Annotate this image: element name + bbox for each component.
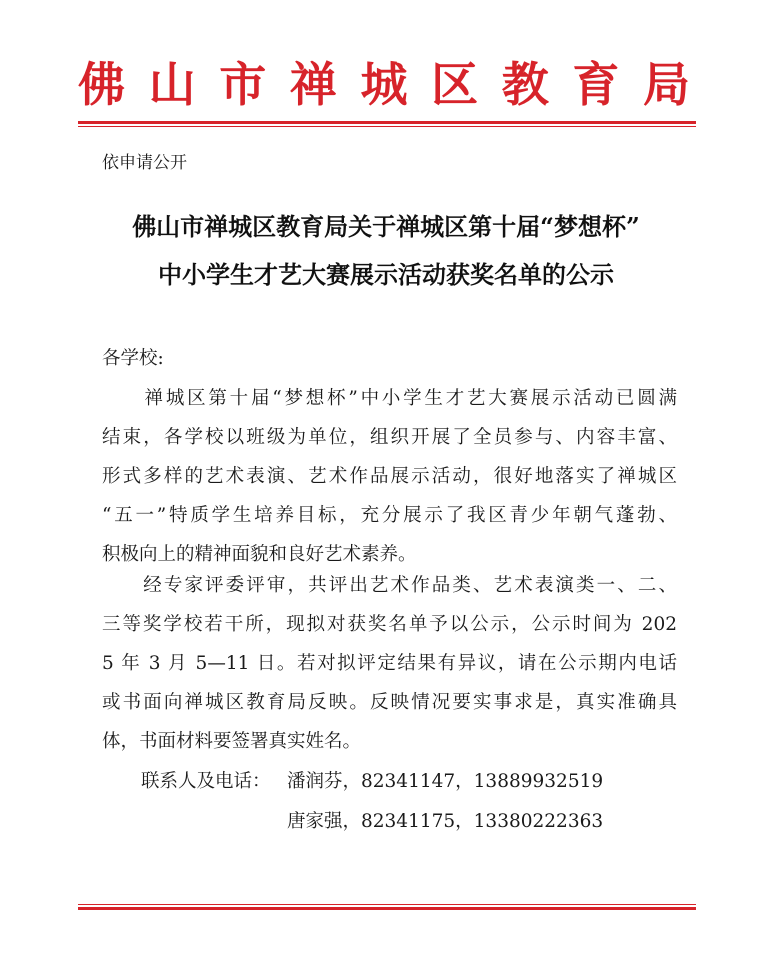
contact-person-2: 唐家强，82341175，13380222363 xyxy=(287,811,604,832)
letterhead-char: 局 xyxy=(643,57,690,113)
paragraph-line: “五一”特质学生培养目标，充分展示了我区青少年朝气蓬勃、 xyxy=(102,505,677,526)
document-title-line-1: 佛山市禅城区教育局关于禅城区第十届“梦想杯” xyxy=(132,212,640,241)
document-title-line-2: 中小学生才艺大赛展示活动获奖名单的公示 xyxy=(158,260,614,289)
paragraph-line: 或书面向禅城区教育局反映。反映情况要实事求是，真实准确具 xyxy=(102,692,677,713)
paragraph-line: 5 年 3 月 5—11 日。若对拟评定结果有异议，请在公示期内电话 xyxy=(102,653,677,674)
letterhead-char: 教 xyxy=(501,57,549,113)
paragraph-line: 积极向上的精神面貌和良好艺术素养。 xyxy=(102,544,417,565)
footer-rule-thick xyxy=(78,907,696,910)
letterhead-char: 育 xyxy=(572,57,620,113)
letterhead-rule-thick xyxy=(78,121,696,124)
contact-person-1: 潘润芬，82341147，13889932519 xyxy=(287,771,604,792)
letterhead-char: 山 xyxy=(148,57,196,113)
letterhead-char: 城 xyxy=(360,57,408,113)
paragraph-line: 体，书面材料要签署真实姓名。 xyxy=(102,731,362,752)
paragraph-line: 三等奖学校若干所，现拟对获奖名单予以公示，公示时间为 202 xyxy=(102,614,677,635)
footer-rule-thin xyxy=(78,904,696,905)
paragraph-line: 禅城区第十届“梦想杯”中小学生才艺大赛展示活动已圆满 xyxy=(102,388,677,409)
paragraph-line: 经专家评委评审，共评出艺术作品类、艺术表演类一、二、 xyxy=(102,575,677,596)
letterhead-char: 市 xyxy=(219,57,267,113)
letterhead-char: 佛 xyxy=(78,57,125,113)
letterhead-char: 禅 xyxy=(289,57,337,113)
contact-label: 联系人及电话： xyxy=(141,771,271,792)
paragraph-line: 形式多样的艺术表演、艺术作品展示活动，很好地落实了禅城区 xyxy=(102,466,677,487)
salutation: 各学校: xyxy=(102,348,164,369)
paragraph-line: 结束，各学校以班级为单位，组织开展了全员参与、内容丰富、 xyxy=(102,427,677,448)
letterhead-title xyxy=(78,54,690,116)
letterhead-rule-thin xyxy=(78,126,696,127)
disclosure-label: 依申请公开 xyxy=(102,153,187,173)
letterhead-char: 区 xyxy=(431,57,479,113)
